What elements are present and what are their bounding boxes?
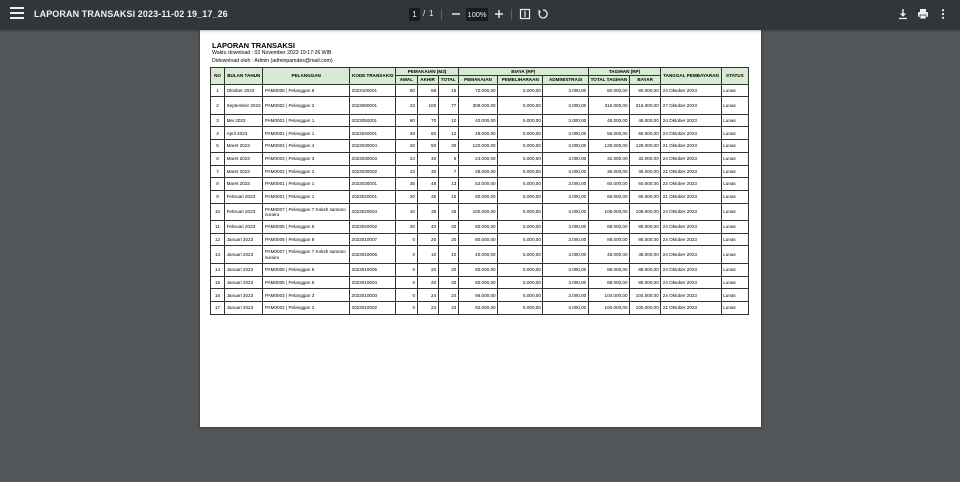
cell-pelanggan: PAM0002 | Pelanggan 2 bbox=[263, 165, 350, 178]
pdf-toolbar bbox=[0, 0, 960, 29]
cell-bulan: Oktober 2023 bbox=[225, 84, 263, 97]
page-separator: / bbox=[423, 9, 426, 18]
cell-pemeliharaan: 5.000,00 bbox=[498, 263, 543, 276]
cell-total-tagihan: 128.000,00 bbox=[588, 140, 629, 153]
cell-kode: 2023010006 bbox=[350, 246, 396, 264]
download-icon[interactable] bbox=[896, 7, 910, 21]
cell-total: 10 bbox=[438, 114, 458, 127]
cell-bayar: 316.000,00 bbox=[630, 97, 661, 115]
cell-pemakaian: 72.000,00 bbox=[458, 84, 497, 97]
cell-bulan: April 2023 bbox=[225, 127, 263, 140]
cell-kode: 2023020002 bbox=[350, 221, 396, 234]
cell-kode: 2023010005 bbox=[350, 263, 396, 276]
cell-no: 7 bbox=[211, 165, 225, 178]
cell-total-tagihan: 108.000,00 bbox=[588, 203, 629, 221]
cell-awal: 0 bbox=[396, 289, 417, 302]
cell-total-tagihan: 104.000,00 bbox=[588, 289, 629, 302]
cell-kode: 2023010004 bbox=[350, 276, 396, 289]
cell-kode: 2023010007 bbox=[350, 233, 396, 246]
cell-akhir: 50 bbox=[417, 140, 438, 153]
cell-awal: 0 bbox=[396, 233, 417, 246]
table-row bbox=[211, 263, 749, 276]
cell-bulan: Februari 2023 bbox=[225, 190, 263, 203]
cell-pemakaian: 80.000,00 bbox=[458, 276, 497, 289]
cell-total-tagihan: 100.000,00 bbox=[588, 302, 629, 315]
cell-bayar: 68.000,00 bbox=[630, 190, 661, 203]
table-row bbox=[211, 127, 749, 140]
cell-tanggal: 24 Oktober 2023 bbox=[661, 84, 721, 97]
cell-pelanggan: PAM0002 | Pelanggan 2 bbox=[263, 97, 350, 115]
table-row bbox=[211, 140, 749, 153]
cell-pelanggan: PAM0007 | Pelanggan 7 Koksh santoso nurairo bbox=[263, 246, 350, 264]
cell-bulan: Januari 2023 bbox=[225, 302, 263, 315]
cell-total-tagihan: 88.000,00 bbox=[588, 221, 629, 234]
table-body bbox=[211, 84, 749, 314]
table-row bbox=[211, 165, 749, 178]
page-total: 1 bbox=[429, 9, 434, 18]
header-pelanggan: PELANGGAN bbox=[263, 68, 350, 85]
cell-bulan: Januari 2023 bbox=[225, 233, 263, 246]
cell-total: 13 bbox=[438, 178, 458, 191]
cell-awal: 20 bbox=[396, 140, 417, 153]
cell-bayar: 128.000,00 bbox=[630, 140, 661, 153]
cell-pelanggan: PAM0001 | Pelanggan 1 bbox=[263, 190, 350, 203]
cell-no: 17 bbox=[211, 302, 225, 315]
cell-status: Lunas bbox=[721, 289, 748, 302]
cell-bulan: Januari 2023 bbox=[225, 276, 263, 289]
cell-bayar: 36.000,00 bbox=[630, 165, 661, 178]
cell-awal: 60 bbox=[396, 114, 417, 127]
toolbar-divider bbox=[441, 9, 442, 20]
cell-akhir: 35 bbox=[417, 190, 438, 203]
cell-tanggal: 27 Oktober 2023 bbox=[661, 97, 721, 115]
cell-total: 25 bbox=[438, 203, 458, 221]
cell-administrasi: 3.000,00 bbox=[543, 97, 588, 115]
cell-administrasi: 3.000,00 bbox=[543, 178, 588, 191]
cell-akhir: 20 bbox=[417, 276, 438, 289]
cell-no: 5 bbox=[211, 140, 225, 153]
cell-administrasi: 3.000,00 bbox=[543, 84, 588, 97]
cell-tanggal: 21 Oktober 2023 bbox=[661, 302, 721, 315]
cell-bulan: Januari 2023 bbox=[225, 289, 263, 302]
header-total: TOTAL bbox=[438, 76, 458, 84]
cell-bulan: Februari 2023 bbox=[225, 221, 263, 234]
cell-total-tagihan: 48.000,00 bbox=[588, 246, 629, 264]
cell-bayar: 88.000,00 bbox=[630, 263, 661, 276]
cell-akhir: 48 bbox=[417, 178, 438, 191]
cell-no: 3 bbox=[211, 114, 225, 127]
header-akhir: AKHIR bbox=[417, 76, 438, 84]
cell-status: Lunas bbox=[721, 152, 748, 165]
cell-status: Lunas bbox=[721, 165, 748, 178]
fit-page-icon[interactable] bbox=[518, 7, 532, 21]
zoom-in-icon[interactable] bbox=[492, 7, 506, 21]
cell-status: Lunas bbox=[721, 302, 748, 315]
cell-administrasi: 3.000,00 bbox=[543, 165, 588, 178]
header-awal: AWAL bbox=[396, 76, 417, 84]
downloaded-by: Didownload oleh : Admin (adminpamdes@mail.com) bbox=[212, 58, 333, 64]
table-row bbox=[211, 114, 749, 127]
cell-akhir: 20 bbox=[417, 233, 438, 246]
cell-status: Lunas bbox=[721, 263, 748, 276]
page-number-input[interactable] bbox=[409, 8, 420, 21]
cell-kode: 2023030004 bbox=[350, 140, 396, 153]
cell-total: 20 bbox=[438, 276, 458, 289]
cell-awal: 23 bbox=[396, 97, 417, 115]
cell-status: Lunas bbox=[721, 203, 748, 221]
cell-administrasi: 3.000,00 bbox=[543, 263, 588, 276]
cell-bulan: Maret 2023 bbox=[225, 140, 263, 153]
cell-administrasi: 3.000,00 bbox=[543, 289, 588, 302]
cell-total: 24 bbox=[438, 289, 458, 302]
cell-status: Lunas bbox=[721, 221, 748, 234]
cell-tanggal: 24 Oktober 2023 bbox=[661, 221, 721, 234]
cell-administrasi: 3.000,00 bbox=[543, 221, 588, 234]
table-row bbox=[211, 84, 749, 97]
cell-pemakaian: 92.000,00 bbox=[458, 302, 497, 315]
zoom-out-icon[interactable] bbox=[449, 7, 463, 21]
cell-pemakaian: 96.000,00 bbox=[458, 289, 497, 302]
header-tanggal: TANGGAL PEMBAYARAN bbox=[661, 68, 721, 85]
cell-administrasi: 3.000,00 bbox=[543, 302, 588, 315]
zoom-input[interactable] bbox=[466, 8, 488, 21]
cell-pemakaian: 24.000,00 bbox=[458, 152, 497, 165]
table-row bbox=[211, 289, 749, 302]
cell-bulan: Maret 2023 bbox=[225, 152, 263, 165]
table-row bbox=[211, 221, 749, 234]
cell-administrasi: 3.000,00 bbox=[543, 190, 588, 203]
cell-total-tagihan: 316.000,00 bbox=[588, 97, 629, 115]
cell-bayar: 88.000,00 bbox=[630, 276, 661, 289]
cell-pemakaian: 80.000,00 bbox=[458, 233, 497, 246]
cell-bulan: Mei 2023 bbox=[225, 114, 263, 127]
cell-status: Lunas bbox=[721, 84, 748, 97]
cell-bulan: Maret 2023 bbox=[225, 178, 263, 191]
cell-pemeliharaan: 5.000,00 bbox=[498, 190, 543, 203]
cell-bayar: 60.000,00 bbox=[630, 178, 661, 191]
cell-akhir: 30 bbox=[417, 165, 438, 178]
cell-bulan: September 2023 bbox=[225, 97, 263, 115]
cell-tanggal: 24 Oktober 2023 bbox=[661, 246, 721, 264]
cell-total-tagihan: 88.000,00 bbox=[588, 233, 629, 246]
cell-total: 20 bbox=[438, 221, 458, 234]
cell-awal: 50 bbox=[396, 84, 417, 97]
cell-bulan: Februari 2023 bbox=[225, 203, 263, 221]
cell-kode: 2023010003 bbox=[350, 289, 396, 302]
cell-pelanggan: PAM0001 | Pelanggan 1 bbox=[263, 114, 350, 127]
cell-pemeliharaan: 5.000,00 bbox=[498, 302, 543, 315]
cell-akhir: 68 bbox=[417, 84, 438, 97]
cell-bulan: Maret 2023 bbox=[225, 165, 263, 178]
cell-administrasi: 3.000,00 bbox=[543, 276, 588, 289]
cell-pemeliharaan: 5.000,00 bbox=[498, 233, 543, 246]
cell-kode: 2023030001 bbox=[350, 178, 396, 191]
cell-awal: 10 bbox=[396, 203, 417, 221]
document-title: LAPORAN TRANSAKSI 2023-11-02 19_17_26 bbox=[34, 9, 228, 19]
cell-kode: 2023020001 bbox=[350, 190, 396, 203]
cell-tanggal: 24 Oktober 2023 bbox=[661, 152, 721, 165]
cell-tanggal: 21 Oktober 2023 bbox=[661, 140, 721, 153]
cell-status: Lunas bbox=[721, 276, 748, 289]
cell-awal: 24 bbox=[396, 152, 417, 165]
cell-awal: 20 bbox=[396, 221, 417, 234]
cell-total-tagihan: 88.000,00 bbox=[588, 276, 629, 289]
cell-status: Lunas bbox=[721, 233, 748, 246]
cell-pemeliharaan: 5.000,00 bbox=[498, 203, 543, 221]
cell-kode: 2023030003 bbox=[350, 152, 396, 165]
cell-pemakaian: 48.000,00 bbox=[458, 127, 497, 140]
cell-bayar: 32.000,00 bbox=[630, 152, 661, 165]
cell-akhir: 24 bbox=[417, 289, 438, 302]
cell-akhir: 70 bbox=[417, 114, 438, 127]
toolbar-divider bbox=[511, 9, 512, 20]
cell-awal: 0 bbox=[396, 263, 417, 276]
cell-total: 20 bbox=[438, 263, 458, 276]
transaction-table bbox=[210, 67, 749, 315]
table-row bbox=[211, 276, 749, 289]
table-row bbox=[211, 203, 749, 221]
cell-awal: 20 bbox=[396, 190, 417, 203]
cell-tanggal: 24 Oktober 2023 bbox=[661, 289, 721, 302]
cell-pemakaian: 28.000,00 bbox=[458, 165, 497, 178]
cell-pemakaian: 120.000,00 bbox=[458, 140, 497, 153]
cell-bulan: Januari 2023 bbox=[225, 263, 263, 276]
cell-pemeliharaan: 5.000,00 bbox=[498, 97, 543, 115]
cell-administrasi: 3.000,00 bbox=[543, 127, 588, 140]
cell-akhir: 30 bbox=[417, 152, 438, 165]
cell-total-tagihan: 56.000,00 bbox=[588, 127, 629, 140]
cell-pemakaian: 80.000,00 bbox=[458, 221, 497, 234]
cell-no: 4 bbox=[211, 127, 225, 140]
cell-pemakaian: 52.000,00 bbox=[458, 178, 497, 191]
cell-akhir: 40 bbox=[417, 221, 438, 234]
cell-bayar: 88.000,00 bbox=[630, 221, 661, 234]
cell-pemeliharaan: 5.000,00 bbox=[498, 84, 543, 97]
pdf-page bbox=[200, 30, 761, 427]
cell-pemakaian: 308.000,00 bbox=[458, 97, 497, 115]
cell-pelanggan: PAM0008 | Pelanggan 8 bbox=[263, 233, 350, 246]
cell-status: Lunas bbox=[721, 97, 748, 115]
cell-total: 6 bbox=[438, 152, 458, 165]
more-icon[interactable] bbox=[936, 7, 950, 21]
cell-pelanggan: PAM0003 | Pelanggan 3 bbox=[263, 152, 350, 165]
cell-pemeliharaan: 5.000,00 bbox=[498, 221, 543, 234]
cell-total-tagihan: 88.000,00 bbox=[588, 263, 629, 276]
header-pemeliharaan: PEMELIHARAAN bbox=[498, 76, 543, 84]
cell-no: 10 bbox=[211, 203, 225, 221]
cell-bulan: Januari 2023 bbox=[225, 246, 263, 264]
cell-administrasi: 3.000,00 bbox=[543, 203, 588, 221]
cell-no: 2 bbox=[211, 97, 225, 115]
cell-administrasi: 3.000,00 bbox=[543, 233, 588, 246]
cell-no: 6 bbox=[211, 152, 225, 165]
cell-pemakaian: 80.000,00 bbox=[458, 263, 497, 276]
cell-total: 77 bbox=[438, 97, 458, 115]
print-icon[interactable] bbox=[916, 7, 930, 21]
cell-administrasi: 3.000,00 bbox=[543, 152, 588, 165]
cell-kode: 2023020004 bbox=[350, 203, 396, 221]
cell-pelanggan: PAM0007 | Pelanggan 7 Koksh santoso nurairo bbox=[263, 203, 350, 221]
header-administrasi: ADMINISTRASI bbox=[543, 76, 588, 84]
cell-total: 10 bbox=[438, 246, 458, 264]
header-kode: KODE TRANSAKSI bbox=[350, 68, 396, 85]
cell-tanggal: 24 Oktober 2023 bbox=[661, 114, 721, 127]
cell-pelanggan: PAM0008 | Pelanggan 8 bbox=[263, 84, 350, 97]
cell-akhir: 60 bbox=[417, 127, 438, 140]
cell-status: Lunas bbox=[721, 127, 748, 140]
cell-no: 1 bbox=[211, 84, 225, 97]
cell-no: 8 bbox=[211, 178, 225, 191]
cell-bayar: 88.000,00 bbox=[630, 233, 661, 246]
header-pemakaian-group: PEMAKAIAN (M3) bbox=[396, 68, 458, 76]
cell-status: Lunas bbox=[721, 190, 748, 203]
cell-no: 9 bbox=[211, 190, 225, 203]
cell-total: 18 bbox=[438, 84, 458, 97]
cell-tanggal: 24 Oktober 2023 bbox=[661, 203, 721, 221]
cell-pemeliharaan: 5.000,00 bbox=[498, 140, 543, 153]
cell-kode: 2023010002 bbox=[350, 302, 396, 315]
cell-total: 20 bbox=[438, 233, 458, 246]
table-row bbox=[211, 190, 749, 203]
cell-administrasi: 3.000,00 bbox=[543, 140, 588, 153]
cell-total-tagihan: 68.000,00 bbox=[588, 190, 629, 203]
cell-tanggal: 21 Oktober 2023 bbox=[661, 165, 721, 178]
header-no: NO bbox=[211, 68, 225, 85]
cell-total: 12 bbox=[438, 127, 458, 140]
cell-akhir: 35 bbox=[417, 203, 438, 221]
cell-tanggal: 24 Oktober 2023 bbox=[661, 263, 721, 276]
cell-awal: 0 bbox=[396, 276, 417, 289]
cell-awal: 23 bbox=[396, 165, 417, 178]
cell-total: 15 bbox=[438, 190, 458, 203]
cell-kode: 2023100001 bbox=[350, 84, 396, 97]
cell-total-tagihan: 80.000,00 bbox=[588, 84, 629, 97]
cell-pelanggan: PAM0005 | Pelanggan 5 bbox=[263, 276, 350, 289]
cell-awal: 35 bbox=[396, 178, 417, 191]
cell-total: 30 bbox=[438, 140, 458, 153]
cell-bayar: 56.000,00 bbox=[630, 127, 661, 140]
cell-kode: 2023030002 bbox=[350, 165, 396, 178]
table-row bbox=[211, 302, 749, 315]
cell-pemeliharaan: 5.000,00 bbox=[498, 276, 543, 289]
cell-awal: 48 bbox=[396, 127, 417, 140]
rotate-icon[interactable] bbox=[536, 7, 550, 21]
menu-icon[interactable] bbox=[10, 7, 24, 21]
cell-status: Lunas bbox=[721, 178, 748, 191]
cell-bayar: 48.000,00 bbox=[630, 114, 661, 127]
header-tagihan-group: TAGIHAN (RP) bbox=[588, 68, 661, 76]
cell-pemakaian: 40.000,00 bbox=[458, 114, 497, 127]
cell-pemeliharaan: 5.000,00 bbox=[498, 152, 543, 165]
cell-pelanggan: PAM0004 | Pelanggan 4 bbox=[263, 140, 350, 153]
cell-total: 23 bbox=[438, 302, 458, 315]
cell-bayar: 80.000,00 bbox=[630, 84, 661, 97]
cell-total: 7 bbox=[438, 165, 458, 178]
cell-pelanggan: PAM0005 | Pelanggan 5 bbox=[263, 221, 350, 234]
cell-bayar: 100.000,00 bbox=[630, 302, 661, 315]
cell-pemeliharaan: 5.000,00 bbox=[498, 289, 543, 302]
cell-pelanggan: PAM0001 | Pelanggan 1 bbox=[263, 178, 350, 191]
cell-pemeliharaan: 5.000,00 bbox=[498, 246, 543, 264]
cell-tanggal: 22 Oktober 2023 bbox=[661, 178, 721, 191]
cell-tanggal: 24 Oktober 2023 bbox=[661, 127, 721, 140]
table-row bbox=[211, 152, 749, 165]
cell-pemakaian: 100.000,00 bbox=[458, 203, 497, 221]
cell-pemeliharaan: 5.000,00 bbox=[498, 114, 543, 127]
header-total-tagihan: TOTAL TAGIHAN bbox=[588, 76, 629, 84]
cell-no: 16 bbox=[211, 289, 225, 302]
cell-no: 11 bbox=[211, 221, 225, 234]
table-row bbox=[211, 97, 749, 115]
header-bayar: BAYAR bbox=[630, 76, 661, 84]
cell-total-tagihan: 60.000,00 bbox=[588, 178, 629, 191]
cell-pemakaian: 40.000,00 bbox=[458, 246, 497, 264]
cell-status: Lunas bbox=[721, 246, 748, 264]
cell-kode: 2023050001 bbox=[350, 114, 396, 127]
cell-awal: 0 bbox=[396, 302, 417, 315]
cell-no: 15 bbox=[211, 276, 225, 289]
cell-total-tagihan: 32.000,00 bbox=[588, 152, 629, 165]
cell-kode: 2023090001 bbox=[350, 97, 396, 115]
table-row bbox=[211, 246, 749, 264]
header-status: STATUS bbox=[721, 68, 748, 85]
cell-awal: 0 bbox=[396, 246, 417, 264]
cell-pelanggan: PAM0002 | Pelanggan 2 bbox=[263, 302, 350, 315]
report-title: LAPORAN TRANSAKSI bbox=[212, 41, 295, 50]
cell-status: Lunas bbox=[721, 140, 748, 153]
cell-akhir: 10 bbox=[417, 246, 438, 264]
cell-akhir: 23 bbox=[417, 302, 438, 315]
cell-administrasi: 3.000,00 bbox=[543, 114, 588, 127]
cell-kode: 2023040001 bbox=[350, 127, 396, 140]
cell-tanggal: 21 Oktober 2023 bbox=[661, 190, 721, 203]
header-biaya-group: BIAYA (RP) bbox=[458, 68, 588, 76]
header-pemakaian: PEMAKAIAN bbox=[458, 76, 497, 84]
cell-pelanggan: PAM0001 | Pelanggan 1 bbox=[263, 127, 350, 140]
cell-bayar: 104.000,00 bbox=[630, 289, 661, 302]
cell-pemakaian: 60.000,00 bbox=[458, 190, 497, 203]
cell-no: 13 bbox=[211, 246, 225, 264]
cell-no: 14 bbox=[211, 263, 225, 276]
cell-akhir: 20 bbox=[417, 263, 438, 276]
cell-pelanggan: PAM0006 | Pelanggan 6 bbox=[263, 263, 350, 276]
cell-akhir: 100 bbox=[417, 97, 438, 115]
cell-tanggal: 24 Oktober 2023 bbox=[661, 233, 721, 246]
cell-pelanggan: PAM0003 | Pelanggan 3 bbox=[263, 289, 350, 302]
cell-no: 12 bbox=[211, 233, 225, 246]
cell-pemeliharaan: 5.000,00 bbox=[498, 178, 543, 191]
cell-bayar: 48.000,00 bbox=[630, 246, 661, 264]
download-time: Waktu download : 02 November 2023 19:17:26 WIB bbox=[212, 50, 332, 56]
cell-total-tagihan: 48.000,00 bbox=[588, 114, 629, 127]
cell-administrasi: 3.000,00 bbox=[543, 246, 588, 264]
cell-bayar: 108.000,00 bbox=[630, 203, 661, 221]
cell-status: Lunas bbox=[721, 114, 748, 127]
table-row bbox=[211, 233, 749, 246]
header-bulan-tahun: BULAN TAHUN bbox=[225, 68, 263, 85]
cell-pemeliharaan: 5.000,00 bbox=[498, 127, 543, 140]
cell-pemeliharaan: 5.000,00 bbox=[498, 165, 543, 178]
cell-total-tagihan: 36.000,00 bbox=[588, 165, 629, 178]
cell-tanggal: 24 Oktober 2023 bbox=[661, 276, 721, 289]
table-row bbox=[211, 178, 749, 191]
